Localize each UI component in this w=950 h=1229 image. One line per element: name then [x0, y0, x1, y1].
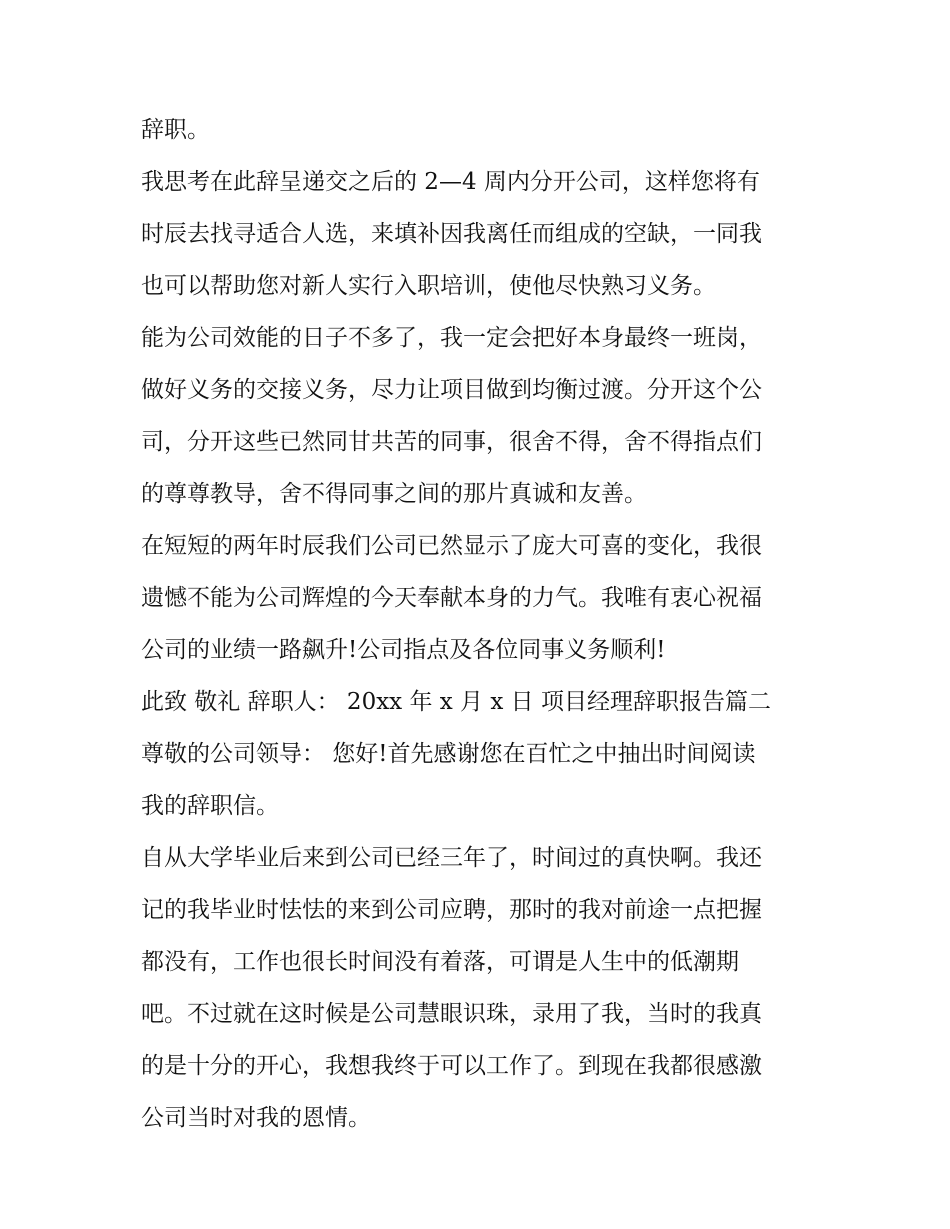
text-line: 吧。不过就在这时候是公司慧眼识珠，录用了我，当时的我真 — [141, 1001, 762, 1027]
document-body — [141, 104, 821, 1144]
text-line: 都没有，工作也很长时间没有着落，可谓是人生中的低潮期 — [141, 949, 739, 975]
text-line: 能为公司效能的日子不多了，我一定会把好本身最终一班岗， — [141, 325, 762, 351]
text-line: 的是十分的开心，我想我终于可以工作了。到现在我都很感激 — [141, 1053, 762, 1079]
text-line: 此致 敬礼 辞职人： 20xx 年 x 月 x 日 项目经理辞职报告篇二 — [141, 689, 771, 715]
text-line: 在短短的两年时辰我们公司已然显示了庞大可喜的变化，我很 — [141, 533, 762, 559]
text-line: 的尊尊教导，舍不得同事之间的那片真诚和友善。 — [141, 481, 647, 507]
text-line: 尊敬的公司领导： 您好!首先感谢您在百忙之中抽出时间阅读 — [141, 741, 756, 767]
text-line: 公司的业绩一路飙升!公司指点及各位同事义务顺利! — [141, 637, 666, 663]
text-line: 自从大学毕业后来到公司已经三年了，时间过的真快啊。我还 — [141, 845, 762, 871]
text-line: 时辰去找寻适合人选，来填补因我离任而组成的空缺，一同我 — [141, 221, 762, 247]
text-line: 也可以帮助您对新人实行入职培训，使他尽快熟习义务。 — [141, 273, 716, 299]
text-line: 记的我毕业时怯怯的来到公司应聘，那时的我对前途一点把握 — [141, 897, 762, 923]
text-line: 司，分开这些已然同甘共苦的同事，很舍不得，舍不得指点们 — [141, 429, 762, 455]
text-line: 辞职。 — [141, 117, 210, 143]
text-line: 做好义务的交接义务，尽力让项目做到均衡过渡。分开这个公 — [141, 377, 762, 403]
text-line: 公司当时对我的恩情。 — [141, 1105, 371, 1131]
text-line: 我思考在此辞呈递交之后的 2—4 周内分开公司，这样您将有 — [141, 169, 760, 195]
text-line: 遗憾不能为公司辉煌的今天奉献本身的力气。我唯有衷心祝福 — [141, 585, 762, 611]
text-line: 我的辞职信。 — [141, 793, 279, 819]
